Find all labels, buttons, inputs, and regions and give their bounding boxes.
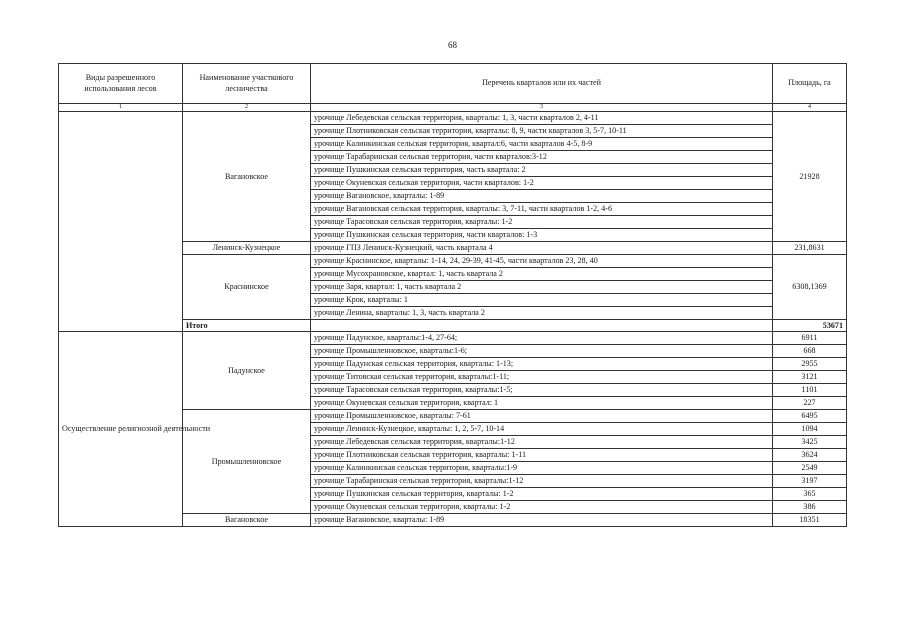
quarters-cell: урочище Пушкинская сельская территория, часть квартала: 2 bbox=[311, 164, 773, 177]
area-cell: 227 bbox=[773, 397, 847, 410]
area-cell: 668 bbox=[773, 345, 847, 358]
area-cell: 6911 bbox=[773, 332, 847, 345]
quarters-cell: урочище Окуневская сельская территория, квартал: 1 bbox=[311, 397, 773, 410]
column-number: 4 bbox=[773, 104, 847, 112]
quarters-cell: урочище Пушкинская сельская территория, кварталы: 1-2 bbox=[311, 488, 773, 501]
quarters-cell: урочище Пушкинская сельская территория, части кварталов: 1-3 bbox=[311, 229, 773, 242]
forest-use-table bbox=[58, 63, 847, 527]
area-cell: 2955 bbox=[773, 358, 847, 371]
area-cell: 365 bbox=[773, 488, 847, 501]
area-cell: 1101 bbox=[773, 384, 847, 397]
quarters-cell: урочище Тарасовская сельская территория, кварталы: 1-2 bbox=[311, 216, 773, 229]
quarters-cell: урочище Окуневская сельская территория, части кварталов: 1-2 bbox=[311, 177, 773, 190]
area-cell: 386 bbox=[773, 501, 847, 514]
total-spacer bbox=[311, 320, 773, 332]
column-number: 3 bbox=[311, 104, 773, 112]
quarters-cell: урочище Тарабаринская сельская территория, части кварталов:3-12 bbox=[311, 151, 773, 164]
quarters-cell: урочище Вагановская сельская территория, кварталы: 3, 7-11, части кварталов 1-2, 4-6 bbox=[311, 203, 773, 216]
column-number-row bbox=[59, 104, 847, 112]
area-cell: 18351 bbox=[773, 514, 847, 527]
quarters-cell: урочище Крок, кварталы: 1 bbox=[311, 294, 773, 307]
area-cell: 21928 bbox=[773, 112, 847, 242]
header-quarters: Перечень кварталов или их частей bbox=[311, 64, 773, 104]
quarters-cell: урочище Титовская сельская территория, кварталы:1-11; bbox=[311, 371, 773, 384]
area-cell: 3197 bbox=[773, 475, 847, 488]
quarters-cell: урочище Окуневская сельская территория, кварталы: 1-2 bbox=[311, 501, 773, 514]
forestry-cell: Падунское bbox=[183, 332, 311, 410]
use-kind-cell: Осуществление религиозной деятельности bbox=[59, 332, 183, 527]
quarters-cell: урочище Плотниковская сельская территория, кварталы: 1-11 bbox=[311, 449, 773, 462]
quarters-cell: урочище Калинкинская сельская территория, кварталы:1-9 bbox=[311, 462, 773, 475]
quarters-cell: урочище Заря, квартал: 1, часть квартала 2 bbox=[311, 281, 773, 294]
header-kind: Виды разрешенного использования лесов bbox=[59, 64, 183, 104]
forestry-cell: Ленинск-Кузнецкое bbox=[183, 242, 311, 255]
forestry-cell: Вагановское bbox=[183, 514, 311, 527]
header-forestry: Наименование участкового лесничества bbox=[183, 64, 311, 104]
quarters-cell: урочище Плотниковская сельская территория, кварталы: 8, 9, части кварталов 3, 5-7, 10-11 bbox=[311, 125, 773, 138]
quarters-cell: урочище Вагановское, кварталы: 1-89 bbox=[311, 190, 773, 203]
quarters-cell: урочище Падунская сельская территория, кварталы: 1-13; bbox=[311, 358, 773, 371]
area-cell: 3121 bbox=[773, 371, 847, 384]
column-number: 2 bbox=[183, 104, 311, 112]
quarters-cell: урочище ГПЗ Ленинск-Кузнецкий, часть квартала 4 bbox=[311, 242, 773, 255]
table-row bbox=[59, 112, 847, 125]
quarters-cell: урочище Промышленновское, кварталы: 7-61 bbox=[311, 410, 773, 423]
quarters-cell: урочище Краснинское, кварталы: 1-14, 24, 29-39, 41-45, части кварталов 23, 28, 40 bbox=[311, 255, 773, 268]
forestry-cell: Промышленновское bbox=[183, 410, 311, 514]
quarters-cell: урочище Ленина, кварталы: 1, 3, часть квартала 2 bbox=[311, 307, 773, 320]
quarters-cell: урочище Мусохрановское, квартал: 1, часть квартала 2 bbox=[311, 268, 773, 281]
area-cell: 231,8631 bbox=[773, 242, 847, 255]
quarters-cell: урочище Тарасовская сельская территория, кварталы:1-5; bbox=[311, 384, 773, 397]
total-value: 53671 bbox=[773, 320, 847, 332]
forestry-cell: Краснинское bbox=[183, 255, 311, 320]
area-cell: 3624 bbox=[773, 449, 847, 462]
quarters-cell: урочище Калинкинская сельская территория, квартал:6, части кварталов 4-5, 8-9 bbox=[311, 138, 773, 151]
header-row bbox=[59, 64, 847, 104]
table-row bbox=[59, 332, 847, 345]
area-cell: 2549 bbox=[773, 462, 847, 475]
quarters-cell: урочище Промышленновское, кварталы:1-6; bbox=[311, 345, 773, 358]
quarters-cell: урочище Вагановское, кварталы: 1-89 bbox=[311, 514, 773, 527]
area-cell: 6495 bbox=[773, 410, 847, 423]
header-area: Площадь, га bbox=[773, 64, 847, 104]
quarters-cell: урочище Лебедевская сельская территория, кварталы:1-12 bbox=[311, 436, 773, 449]
quarters-cell: урочище Лебедевская сельская территория, кварталы: 1, 3, части кварталов 2, 4-11 bbox=[311, 112, 773, 125]
forestry-cell: Вагановское bbox=[183, 112, 311, 242]
use-kind-cell bbox=[59, 112, 183, 332]
area-cell: 3425 bbox=[773, 436, 847, 449]
area-cell: 6308,1369 bbox=[773, 255, 847, 320]
quarters-cell: урочище Падунское, кварталы:1-4, 27-64; bbox=[311, 332, 773, 345]
column-number: 1 bbox=[59, 104, 183, 112]
quarters-cell: урочище Ленинск-Кузнецкое, кварталы: 1, 2, 5-7, 10-14 bbox=[311, 423, 773, 436]
quarters-cell: урочище Тарабаринская сельская территория, кварталы:1-12 bbox=[311, 475, 773, 488]
total-label: Итого bbox=[183, 320, 311, 332]
area-cell: 1094 bbox=[773, 423, 847, 436]
page-number: 68 bbox=[448, 40, 457, 50]
